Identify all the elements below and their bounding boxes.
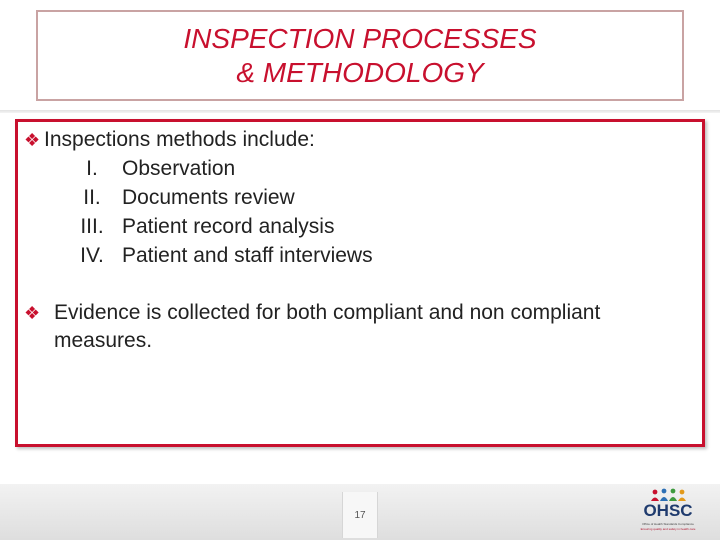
title-box (36, 10, 684, 101)
title-line-1: INSPECTION PROCESSES (183, 22, 537, 54)
diamond-bullet-icon: ❖ (24, 303, 41, 323)
people-figures-icon (650, 488, 688, 502)
list-item-text: Documents review (122, 186, 295, 209)
diamond-bullet-icon: ❖ (24, 130, 41, 150)
title-line-2: & METHODOLOGY (236, 56, 484, 88)
title-divider (0, 110, 720, 113)
list-numeral: IV. (80, 244, 104, 267)
bullet-evidence (24, 299, 694, 355)
list-item-text: Patient and staff interviews (122, 244, 373, 267)
list-item (62, 183, 373, 212)
page-number: 17 (342, 492, 378, 538)
list-numeral: III. (80, 215, 104, 238)
logo-tagline: Ensuring quality and safety in health care (640, 527, 696, 531)
list-numeral: I. (86, 157, 98, 180)
bullet-2-text (54, 299, 600, 355)
bullet-1-text: Inspections methods include: (44, 128, 315, 151)
list-numeral: II. (83, 186, 101, 209)
list-item (62, 154, 373, 183)
bullet-inspection-methods (24, 126, 315, 154)
bullet-2-line-1: Evidence is collected for both compliant and non compliant (54, 301, 601, 324)
list-item (62, 212, 373, 241)
bullet-2-line-2: measures. (54, 329, 153, 352)
logo-wordmark: OHSC (643, 501, 693, 520)
methods-list (62, 154, 373, 270)
content-box (15, 119, 705, 447)
list-item-text: Observation (122, 157, 236, 180)
list-item (62, 241, 373, 270)
logo-subtitle: Office of Health Standards Compliance (642, 522, 694, 526)
ohsc-logo (636, 488, 700, 538)
list-item-text: Patient record analysis (122, 215, 335, 238)
